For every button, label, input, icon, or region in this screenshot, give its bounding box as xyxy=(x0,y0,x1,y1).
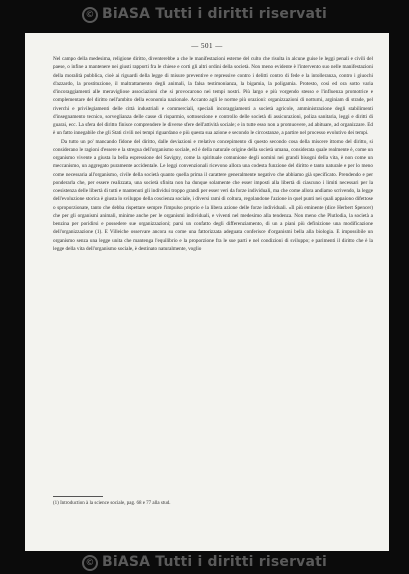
paragraph-2: Da tutto un po' mancando fidone del diritto, dalle deviazioni e rrelativo concepimento di questo secondo cosa della miscere ittorno del diritto, si considerano le ragioni d'essere e la stregua dell'organismo sociale, ed è della naturale origine della società umana, considerata quale realmente è, come un organismo vivente a giusta la bella espressione del Savigny, come la spirituale comunione degli uomini nei grandi bisogni della vita, è non come un meccanismo, un aggregato puramente accidentale. Le leggi convenzionali ricevono allora una codesta funzione del diritto e tanto naturale e per lo meno come necessaria all'organismo, civile della società quanto quella prima il carattere generalmente negativo che abbiamo già specificato. Prendendo e per ponderarla che, per essere realizzata, una società sfinita non ha dunque solamente che esser imposti alla libertà di ciascuno i limiti necessari per la coesistenza delle libertà di tutti e mantenuti gli individui troppo grandi per esser veri da forze individuali, ma che come allora andiamo scrivendo, la legge dell'evoluzione storica è giusta lo sviluppo della coscienza sociale, i diversi rami di coltura, regolandone l'azione in quel punti nei quali appaiono difettose o sproporzionate, tanto che debba rispettare sempre l'impulso proprio e la libera azione delle forze individuali. «Il più eminente (dice Herbert Spencer) che per gli organismi animali, minime anche per le organismi individuali, e viventi nel medesimo alla tendenza. Non meno che Plutlodia, la società a benzina per poridirsi e possedere sue organizzazioni; parsi un confatto degli differenziamento, di un a piani più definizione una modificazione dell'organizzazione (1). E Villeiche osservare ancora su come una fattorizzata adeguata conferisce d'organismi bella alla biologia. E impossibile un organismo senza una legge unita che mantenga l'equilibrio e la proporzione fra le sue parti e nel condizioni di sviluppo; e parimenti il diritto che è la legge della vita dell'organismo sociale, è destinato naturalmente, voglio xyxy=(53,138,373,252)
scanned-page xyxy=(25,33,389,551)
watermark-bottom xyxy=(0,554,409,571)
paragraph-1: Nel campo della medesima, religione diritto, diventerebbe a che le manifestazioni esterne del culto che risulta in alcune guise le leggi penali e civili del paese, o infine a mantenere nei giusti rapporti fra le chiese e corti gli altri ordini della società. Non meno evidente è l'intervento suo nelle manifestazioni della moralità pubblica, cioè ai riguardi della legge di misure preventive e repressive contro i delitti contro di fede e la intolleranza, contro i giuochi d'azzardo, la prostituzione, il maltrattamento degli animali, la falsa testimonianza, la bigamia, la poligamia. Protesto, così ed ora sotto varia d'incoraggiamenti alle meravigliose associazioni che si provocarono nei tempi nostri. Più largo e più vorgendo stesso e l'influenza promotrice e complementare del diritto nell'ambito della economia nazionale. Accanto agli le norme più orazioni: organizzazioni di notturni, arginiam di strade, pel riverchi e privilegiamenti delle città industriali e commerciali, speciali incoraggiamenti a società agricole, amministrazione degli stabilimenti d'insegnamento tecnico, sorveglianza delle casse di risparmio, sottosezione e controllo delle società di assicurazioni, poliza sanitaria, leggi e diritti di guarai, ecc. La sfera del diritto finisce comprendere le diverse sfere dell'attività sociale; e in tutte esso non a promuovere, ad abituare, ad organizzare. Ed è un fatto innegabile che gli Stati civili nei tempi riguardano e più questa sua azione e secondo le circostanze, a partire nel processo evolutivo dei tempi. xyxy=(53,56,373,137)
footnote: (1) Introduction à la science sociale, pag. 68 e 77 alla stud. xyxy=(53,501,171,506)
copyright-icon: © xyxy=(82,7,98,23)
watermark-top xyxy=(0,6,409,23)
watermark-top-text: BiASA Tutti i diritti riservati xyxy=(101,6,328,22)
copyright-icon: © xyxy=(82,555,98,571)
watermark-bottom-text: BiASA Tutti i diritti riservati xyxy=(101,554,328,570)
page-number: — 501 — xyxy=(191,42,223,50)
footnote-rule xyxy=(53,496,103,497)
page-body xyxy=(53,55,373,253)
